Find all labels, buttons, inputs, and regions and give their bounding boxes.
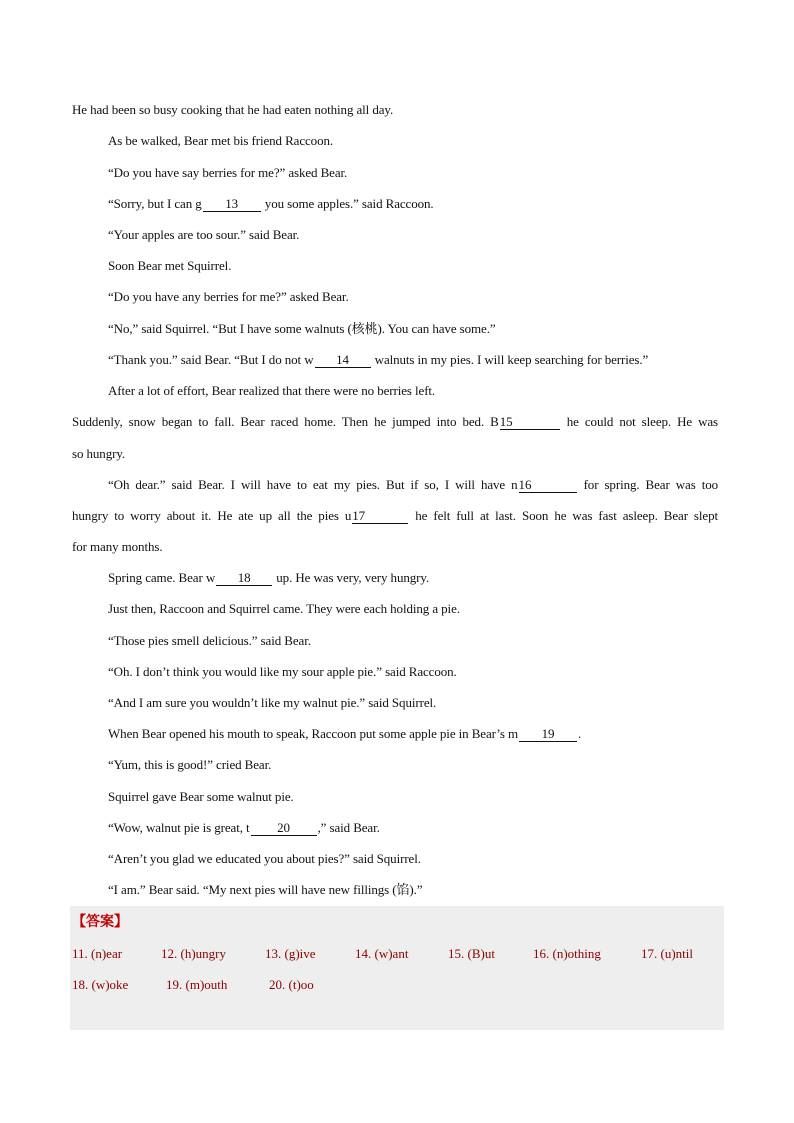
story-line: so hungry. bbox=[72, 446, 126, 461]
story-line: As be walked, Bear met bis friend Raccoon. bbox=[108, 133, 334, 148]
story-line: “Do you have any berries for me?” asked Bear. bbox=[108, 289, 349, 304]
story-line: “I am.” Bear said. “My next pies will have new fillings (馅).” bbox=[108, 882, 423, 897]
answer-row bbox=[72, 946, 693, 962]
story-line: “And I am sure you wouldn’t like my walnut pie.” said Squirrel. bbox=[108, 695, 437, 710]
answer-item: 12. (h)ungry bbox=[161, 946, 226, 961]
text-segment: “Sorry, but I can g bbox=[108, 196, 202, 211]
text-segment: you some apples.” said Raccoon. bbox=[261, 196, 434, 211]
story-line: “Yum, this is good!” cried Bear. bbox=[108, 757, 272, 772]
blank-17: 17 bbox=[352, 509, 408, 524]
answer-item: 13. (g)ive bbox=[265, 946, 316, 961]
answer-item: 15. (B)ut bbox=[448, 946, 495, 961]
story-line-with-blank bbox=[108, 820, 380, 836]
text-segment: hungry to worry about it. He ate up all the pies u bbox=[72, 508, 352, 523]
story-line: Soon Bear met Squirrel. bbox=[108, 258, 232, 273]
story-line-with-blank bbox=[72, 508, 718, 524]
text-segment: Spring came. Bear w bbox=[108, 570, 216, 585]
text-segment: “Thank you.” said Bear. “But I do not w bbox=[108, 352, 314, 367]
story-line-with-blank bbox=[108, 726, 581, 742]
answer-item: 20. (t)oo bbox=[269, 977, 314, 992]
blank-15: 15 bbox=[500, 415, 560, 430]
story-line: “Oh. I don’t think you would like my sour apple pie.” said Raccoon. bbox=[108, 664, 457, 679]
story-line-with-blank bbox=[72, 477, 718, 493]
text-segment: walnuts in my pies. I will keep searching for berries.” bbox=[371, 352, 649, 367]
text-segment: “Wow, walnut pie is great, t bbox=[108, 820, 250, 835]
answer-item: 16. (n)othing bbox=[533, 946, 601, 961]
text-segment: he felt full at last. Soon he was fast asleep. Bear slept bbox=[409, 508, 718, 523]
text-segment: for spring. Bear was too bbox=[577, 477, 719, 492]
answer-section bbox=[70, 906, 724, 1030]
answer-item: 18. (w)oke bbox=[72, 977, 129, 992]
text-segment: “Oh dear.” said Bear. I will have to eat my pies. But if so, I will have n bbox=[108, 477, 518, 492]
answer-row bbox=[72, 977, 314, 993]
answer-item: 19. (m)outh bbox=[166, 977, 228, 992]
story-line: He had been so busy cooking that he had eaten nothing all day. bbox=[72, 102, 394, 117]
story-line: “Those pies smell delicious.” said Bear. bbox=[108, 633, 311, 648]
text-segment: ,” said Bear. bbox=[317, 820, 380, 835]
story-line: “No,” said Squirrel. “But I have some walnuts (核桃). You can have some.” bbox=[108, 321, 496, 336]
text-segment: Suddenly, snow began to fall. Bear raced home. Then he jumped into bed. B bbox=[72, 414, 499, 429]
story-line: After a lot of effort, Bear realized that there were no berries left. bbox=[108, 383, 436, 398]
blank-19: 19 bbox=[519, 727, 577, 742]
story-line: “Do you have say berries for me?” asked Bear. bbox=[108, 165, 348, 180]
blank-13: 13 bbox=[203, 197, 261, 212]
blank-16: 16 bbox=[519, 478, 577, 493]
story-line-with-blank bbox=[108, 352, 648, 368]
blank-18: 18 bbox=[216, 571, 272, 586]
story-line-with-blank bbox=[108, 570, 429, 586]
story-line: “Your apples are too sour.” said Bear. bbox=[108, 227, 300, 242]
blank-14: 14 bbox=[315, 353, 371, 368]
story-line: “Aren’t you glad we educated you about pies?” said Squirrel. bbox=[108, 851, 421, 866]
story-line: for many months. bbox=[72, 539, 163, 554]
story-line: Squirrel gave Bear some walnut pie. bbox=[108, 789, 294, 804]
answer-heading: 【答案】 bbox=[72, 914, 128, 930]
answer-item: 11. (n)ear bbox=[72, 946, 123, 961]
story-line-with-blank bbox=[108, 196, 434, 212]
text-segment: . bbox=[577, 726, 582, 741]
blank-20: 20 bbox=[251, 821, 317, 836]
text-segment: he could not sleep. He was bbox=[560, 414, 718, 429]
story-line-with-blank bbox=[72, 414, 718, 430]
text-segment: up. He was very, very hungry. bbox=[273, 570, 430, 585]
story-line: Just then, Raccoon and Squirrel came. They were each holding a pie. bbox=[108, 601, 460, 616]
answer-item: 14. (w)ant bbox=[355, 946, 409, 961]
text-segment: When Bear opened his mouth to speak, Raccoon put some apple pie in Bear’s m bbox=[108, 726, 518, 741]
answer-item: 17. (u)ntil bbox=[641, 946, 693, 961]
